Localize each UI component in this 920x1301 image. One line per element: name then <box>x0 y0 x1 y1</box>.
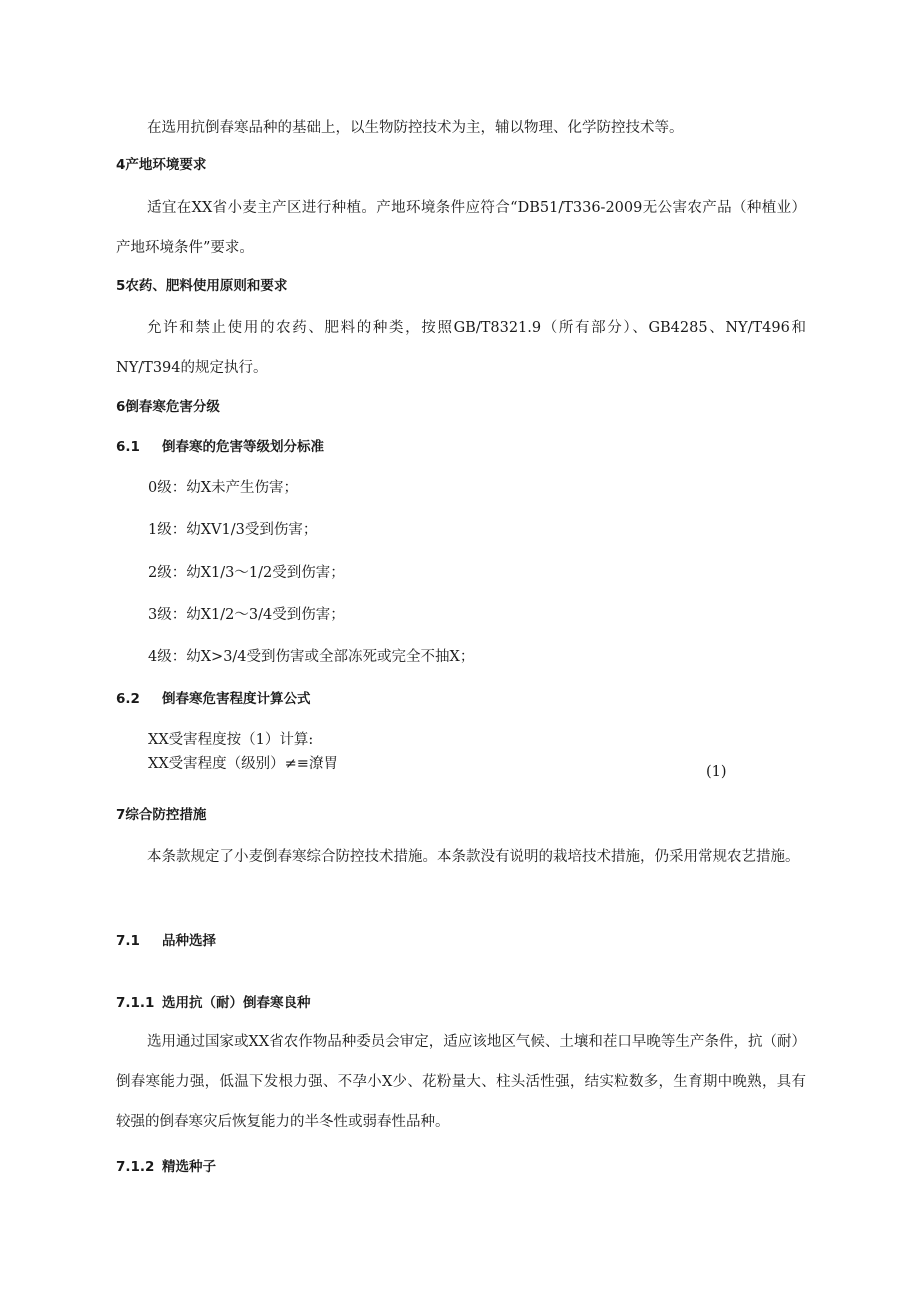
grade-item: 2级：幼X1/3～1/2受到伤害； <box>148 565 345 581</box>
heading-number: 6.1 <box>116 439 140 455</box>
grade-item: 3级：幼X1/2～3/4受到伤害； <box>148 607 345 623</box>
heading-section-5: 5农药、肥料使用原则和要求 <box>116 278 288 294</box>
paragraph-section-7: 本条款规定了小麦倒春寒综合防控技术措施。本条款没有说明的栽培技术措施，仍采用常规农艺措施。 <box>147 849 800 865</box>
heading-number: 7.1.1 <box>116 995 155 1011</box>
paragraph-section-4: 适宜在XX省小麦主产区进行种植。产地环境条件应符合“DB51/T336-2009无公害农产品（种植业）产地环境条件”要求。 <box>116 200 806 256</box>
heading-text: 倒春寒危害程度计算公式 <box>162 691 311 707</box>
heading-number: 7.1.2 <box>116 1159 155 1175</box>
heading-section-4: 4产地环境要求 <box>116 157 207 173</box>
heading-text: 品种选择 <box>162 933 216 949</box>
heading-section-6-2 <box>116 689 311 709</box>
heading-section-7-1-1 <box>116 993 311 1013</box>
heading-text: 精选种子 <box>162 1159 216 1175</box>
heading-number: 6.2 <box>116 691 140 707</box>
paragraph-section-5: 允许和禁止使用的农药、肥料的种类，按照GB/T8321.9（所有部分）、GB4285、NY/T496和NY/T394的规定执行。 <box>116 320 806 376</box>
heading-section-6-1 <box>116 437 324 457</box>
heading-number: 7.1 <box>116 933 140 949</box>
grade-item: 0级：幼X未产生伤害； <box>148 480 299 496</box>
heading-text: 倒春寒的危害等级划分标准 <box>162 439 324 455</box>
paragraph-intro: 在选用抗倒春寒品种的基础上，以生物防控技术为主，辅以物理、化学防控技术等。 <box>147 120 684 136</box>
grade-item: 1级：幼XV1/3受到伤害； <box>148 522 318 538</box>
heading-section-6: 6倒春寒危害分级 <box>116 399 220 415</box>
heading-section-7: 7综合防控措施 <box>116 807 207 823</box>
grade-item: 4级：幼X>3/4受到伤害或全部冻死或完全不抽X； <box>148 649 475 665</box>
formula-expression: XX受害程度（级别）≠≡潦胃 <box>148 756 338 772</box>
formula-intro: XX受害程度按（1）计算: <box>148 732 314 748</box>
heading-text: 选用抗（耐）倒春寒良种 <box>162 995 311 1011</box>
formula-number: (1) <box>706 764 727 780</box>
paragraph-section-7-1-1: 选用通过国家或XX省农作物品种委员会审定，适应该地区气候、土壤和茬口早晚等生产条件，抗（耐）倒春寒能力强，低温下发根力强、不孕小X少、花粉量大、柱头活性强，结实粒数多，生育期中晚熟，具有较强的倒春寒灾后恢复能力的半冬性或弱春性品种。 <box>116 1034 806 1130</box>
heading-section-7-1-2 <box>116 1157 216 1177</box>
heading-section-7-1 <box>116 931 216 951</box>
